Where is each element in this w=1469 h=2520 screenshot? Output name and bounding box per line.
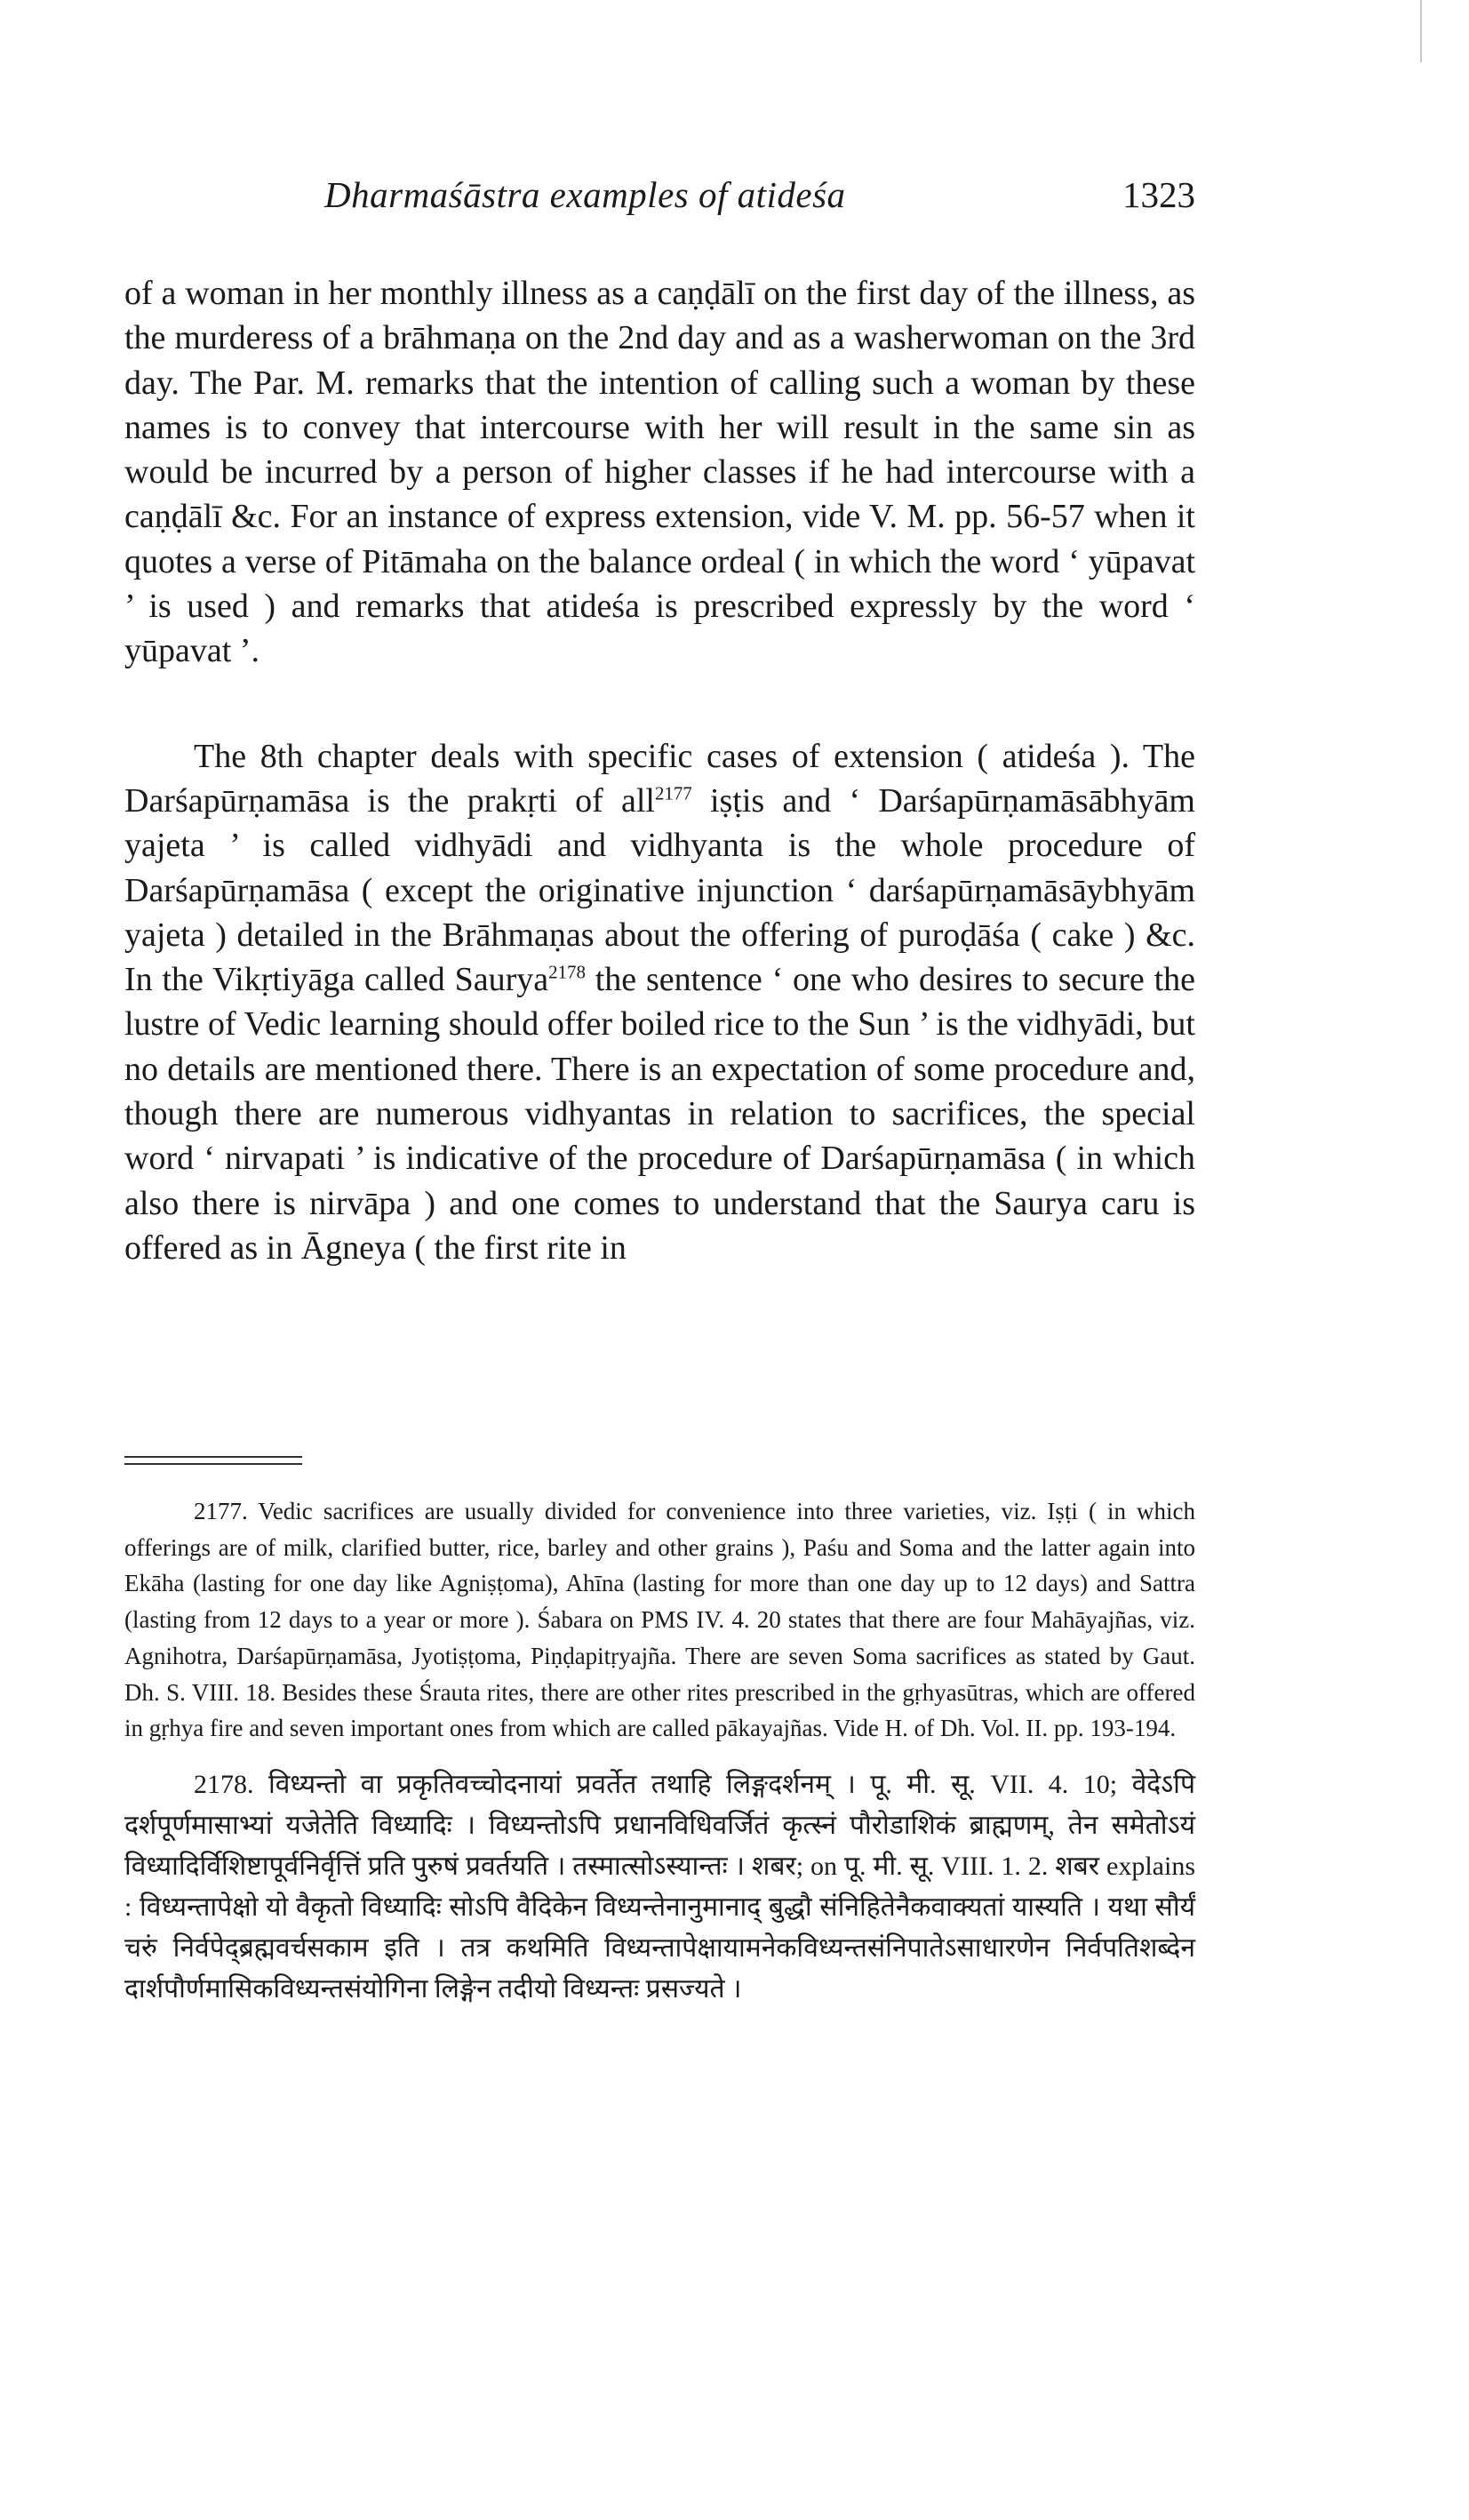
paragraph-2 (124, 734, 1195, 1271)
footnote-divider (124, 1456, 302, 1465)
footnote-text: विध्यन्तो वा प्रकृतिवच्चोदनायां प्रवर्तेत तथाहि लिङ्गदर्शनम् । पू. मी. सू. VII. 4. 10; वेदेऽपि दर्शपूर्णमासाभ्यां यजेतेति विध्यादिः । विध्यन्तोऽपि प्रधानविधिवर्जितं कृत्स्नं पौरोडाशिकं ब्राह्मणम्, तेन समेतोऽयं विध्यादिर्विशिष्टापूर्वनिर्वृत्तिं प्रति पुरुषं प्रवर्तयति । तस्मात्सोऽस्यान्तः । शबर; on पू. मी. सू. VIII. 1. 2. शबर explains : विध्यन्तापेक्षो यो वैकृतो विध्यादिः सोऽपि वैदिकेन विध्यन्तेनानुमानाद् बुद्धौ संनिहितेनैकवाक्यतां यास्यति । यथा सौर्यं चरुं निर्वपेद्ब्रह्मवर्चसकाम इति । तत्र कथमिति विध्यन्तापेक्षायामनेकविध्यन्तसंनिपातेऽसाधारणेन निर्वपतिशब्देन दार्शपौर्णमासिकविध्यन्तसंयोगिना लिङ्गेन तदीयो विध्यन्तः प्रसज्यते । (124, 1769, 1195, 2004)
footnote-number: 2177. (194, 1498, 248, 1524)
footnote-text: Vedic sacrifices are usually divided for convenience into three varieties, viz. Iṣṭi ( in which offerings are of milk, clarified butter, rice, barley and other grains ), Paśu and Soma and the latter again into Ekāha (lasting for one day like Agniṣṭoma), Ahīna (lasting for more than one day up to 12 days) and Sattra (lasting from 12 days to a year or more ). Śabara on PMS IV. 4. 20 states that there are four Mahāyajñas, viz. Agnihotra, Darśapūrṇamāsa, Jyotiṣṭoma, Piṇḍapitṛyajña. There are seven Soma sacrifices as stated by Gaut. Dh. S. VIII. 18. Besides these Śrauta rites, there are other rites prescribed in the gṛhyasūtras, which are offered in gṛhya fire and seven important ones from which are called pākayajñas. Vide H. of Dh. Vol. II. pp. 193-194. (124, 1498, 1196, 1742)
footnote-ref-2178[interactable]: 2178 (548, 961, 586, 983)
footnotes (124, 1493, 1195, 2010)
footnote-2177 (124, 1493, 1195, 1747)
running-title: Dharmaśāstra examples of atideśa (324, 174, 846, 215)
footnote-2178 (124, 1764, 1195, 2010)
paragraph-1: of a woman in her monthly illness as a caṇḍālī on the first day of the illness, as the murderess of a brāhmaṇa on the 2nd day and as a washerwoman on the 3rd day. The Par. M. remarks that the intention of calling such a woman by these names is to convey that intercourse with her will result in the same sin as would be incurred by a person of higher classes if he had intercourse with a caṇḍālī &c. For an instance of express extension, vide V. M. pp. 56-57 when it quotes a verse of Pitāmaha on the balance ordeal ( in which the word ‘ yūpavat ’ is used ) and remarks that atideśa is prescribed expressly by the word ‘ yūpavat ’. (124, 275, 1195, 670)
page-edge-mark (1420, 0, 1422, 62)
paragraph-2-part-2: iṣṭis and ‘ Darśapūrṇamāsābhyām yajeta ’ is called vidhyādi and vidhyanta is the whole procedure of Darśapūrṇamāsa ( except the originative injunction ‘ darśapūrṇamāsāybhyām yajeta ) detailed in the Brāhmaṇas about the offering of puroḍāśa ( cake ) &c. In the Vikṛtiyāga called Saurya (124, 781, 1195, 999)
paragraph-2-part-3: the sentence ‘ one who desires to secure the lustre of Vedic learning should offer boiled rice to the Sun ’ is the vidhyādi, but no details are mentioned there. There is an expectation of some procedure and, though there are numerous vidhyantas in relation to sacrifices, the special word ‘ nirvapati ’ is indicative of the procedure of Darśapūrṇamāsa ( in which also there is nirvāpa ) and one comes to understand that the Saurya caru is offered as in Āgneya ( the first rite in (124, 961, 1195, 1267)
page-header (124, 173, 1195, 227)
paragraph-2-part-1: The 8th chapter deals with specific cases of extension ( atideśa ). The Darśapūrṇamāsa is the prakṛti of all (124, 737, 1195, 820)
footnote-ref-2177[interactable]: 2177 (654, 782, 692, 804)
page-number: 1323 (1122, 174, 1195, 215)
footnote-number: 2178. (194, 1769, 254, 1799)
main-text (124, 271, 1195, 1270)
